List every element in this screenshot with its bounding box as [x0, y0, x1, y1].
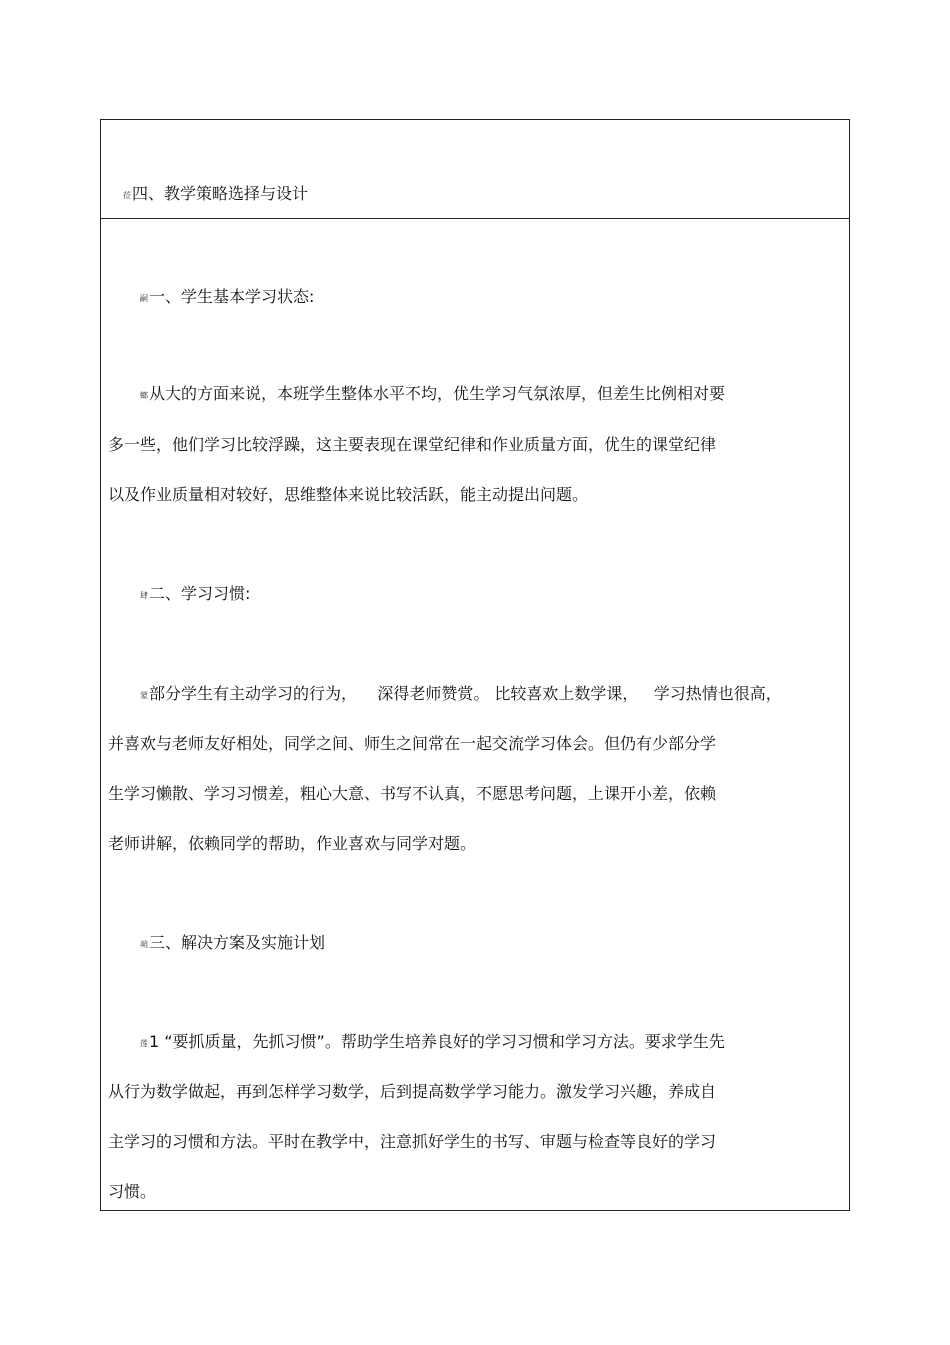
subheading-1	[140, 287, 314, 309]
margin-mark: 蒴	[140, 940, 148, 949]
subheading-text: 一、学生基本学习状态:	[149, 287, 315, 306]
table-header	[123, 184, 308, 206]
paragraph-1-line-2: 多一些，他们学习比较浮躁，这主要表现在课堂纪律和作业质量方面，优生的课堂纪律	[108, 435, 717, 454]
margin-mark: 莲	[140, 1039, 148, 1048]
margin-mark: 嗣	[140, 294, 148, 303]
paragraph-2-line-2: 并喜欢与老师友好相处，同学之间、师生之间常在一起交流学习体会。但仍有少部分学	[108, 734, 717, 753]
margin-mark: 肆	[140, 591, 148, 600]
subheading-3	[140, 933, 325, 955]
subheading-2	[140, 584, 250, 606]
paragraph-text: 1 “要抓质量，先抓习惯”。帮助学生培养良好的学习习惯和学习方法。要求学生先	[149, 1032, 725, 1051]
table-divider	[101, 218, 849, 219]
margin-mark: 莅	[123, 191, 131, 200]
paragraph-3-line-1	[140, 1032, 725, 1054]
paragraph-1-line-3: 以及作业质量相对较好，思维整体来说比较活跃，能主动提出问题。	[108, 485, 589, 504]
paragraph-3-line-3: 主学习的习惯和方法。平时在教学中，注意抓好学生的书写、审题与检查等良好的学习	[108, 1132, 717, 1151]
paragraph-1-line-1	[140, 384, 725, 406]
paragraph-2-line-3: 生学习懒散、学习习惯差，粗心大意、书写不认真，不愿思考问题，上课开小差，依赖	[108, 784, 717, 803]
subheading-text: 二、学习习惯:	[149, 584, 251, 603]
paragraph-text: 从大的方面来说，本班学生整体水平不均，优生学习气氛浓厚，但差生比例相对要	[149, 384, 726, 403]
paragraph-text: 部分学生有主动学习的行为， 深得老师赞赏。 比较喜欢上数学课， 学习热情也很高，	[149, 684, 782, 703]
paragraph-3-line-2: 从行为数学做起，再到怎样学习数学，后到提高数学学习能力。激发学习兴趣，养成自	[108, 1082, 717, 1101]
section-title: 四、教学策略选择与设计	[132, 184, 309, 203]
paragraph-3-line-4: 习惯。	[108, 1182, 157, 1201]
margin-mark: 蒙	[140, 691, 148, 700]
paragraph-2-line-4: 老师讲解，依赖同学的帮助，作业喜欢与同学对题。	[108, 834, 477, 853]
subheading-text: 三、解决方案及实施计划	[149, 933, 326, 952]
margin-mark: 螂	[140, 391, 148, 400]
paragraph-2-line-1	[140, 684, 782, 706]
